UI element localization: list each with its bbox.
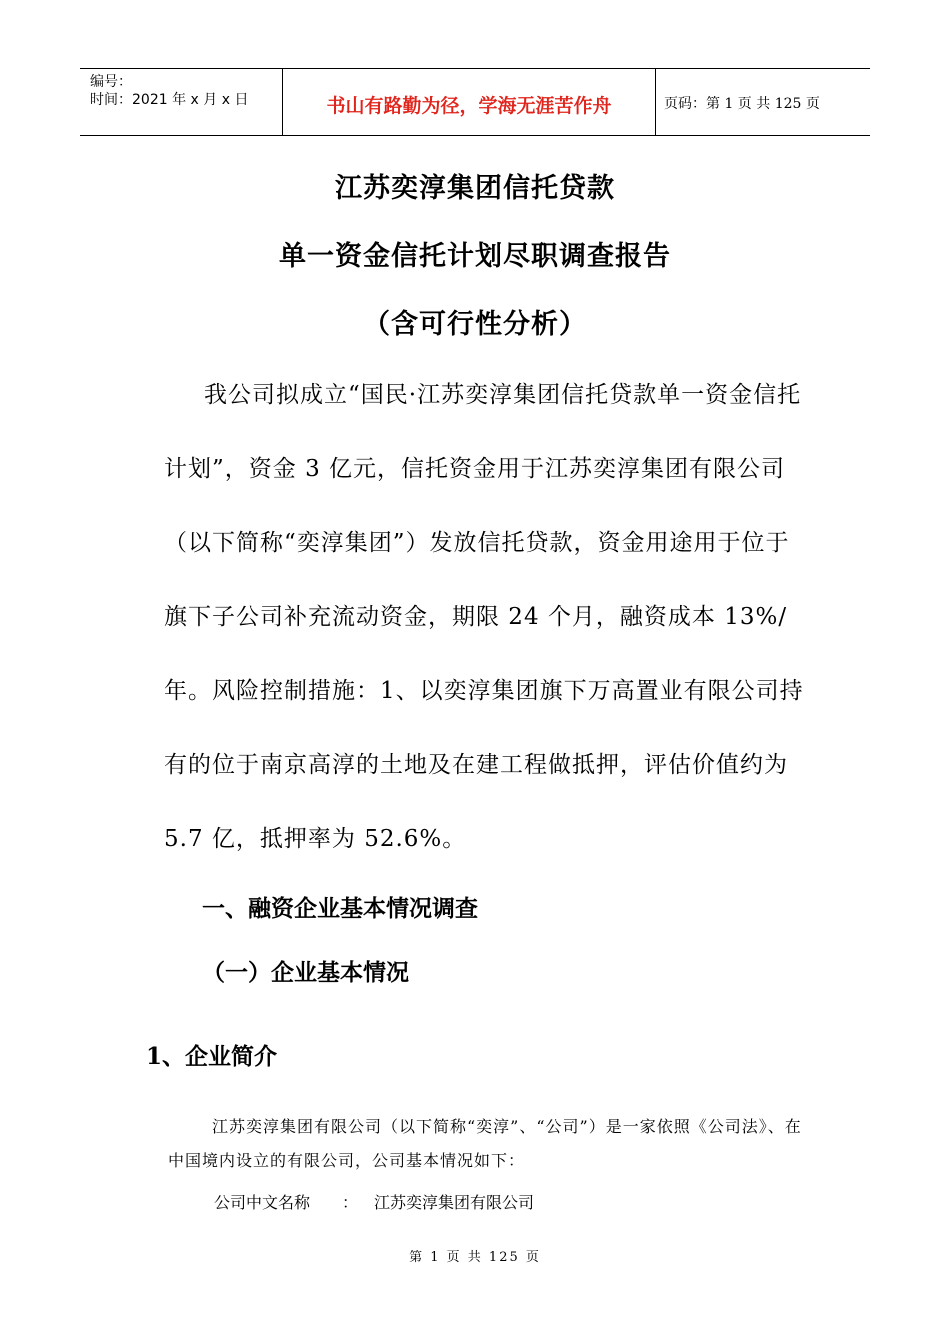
document-number-label: 编号： (90, 74, 132, 90)
title-line-3: （含可行性分析） (363, 309, 587, 340)
page-header (80, 68, 870, 136)
company-name-value: 江苏奕淳集团有限公司 (374, 1193, 535, 1212)
company-info-row (214, 1190, 534, 1213)
intro-paragraph: 我公司拟成立“国民·江苏奕淳集团信托贷款单一资金信托计划”，资金 3 亿元，信托资金用于江苏奕淳集团有限公司（以下简称“奕淳集团”）发放信托贷款，资金用途用于位于旗下子公司补充流动资金，期限 24 个月，融资成本 13%/年。风险控制措施：1、以奕淳集团旗下万高置业有限公司持有的位于南京高淳的土地及在建工程做抵押，评估价值约为 5.7 亿，抵押率为 52.6%。 (164, 382, 804, 852)
document-date-label: 时间：2021 年 x 月 x 日 (90, 92, 249, 108)
section-heading-1-1-1: 1、企业简介 (146, 1043, 278, 1070)
header-motto: 书山有路勤为径，学海无涯苦作舟 (282, 69, 656, 135)
section-heading-1-1: （一）企业基本情况 (202, 959, 409, 986)
section-heading-1: 一、融资企业基本情况调查 (202, 895, 478, 922)
company-intro-paragraph: 江苏奕淳集团有限公司（以下简称“奕淳”、“公司”）是一家依照《公司法》、在中国境内设立的有限公司，公司基本情况如下： (168, 1117, 802, 1170)
company-name-key: 公司中文名称 (214, 1193, 311, 1212)
header-meta (80, 69, 282, 135)
title-line-1: 江苏奕淳集团信托贷款 (335, 173, 615, 204)
page-footer: 第 1 页 共 125 页 (409, 1250, 541, 1265)
header-page-info: 页码：第 1 页 共 125 页 (664, 96, 820, 112)
title-line-2: 单一资金信托计划尽职调查报告 (279, 241, 671, 272)
company-name-sep: ： (342, 1193, 359, 1212)
